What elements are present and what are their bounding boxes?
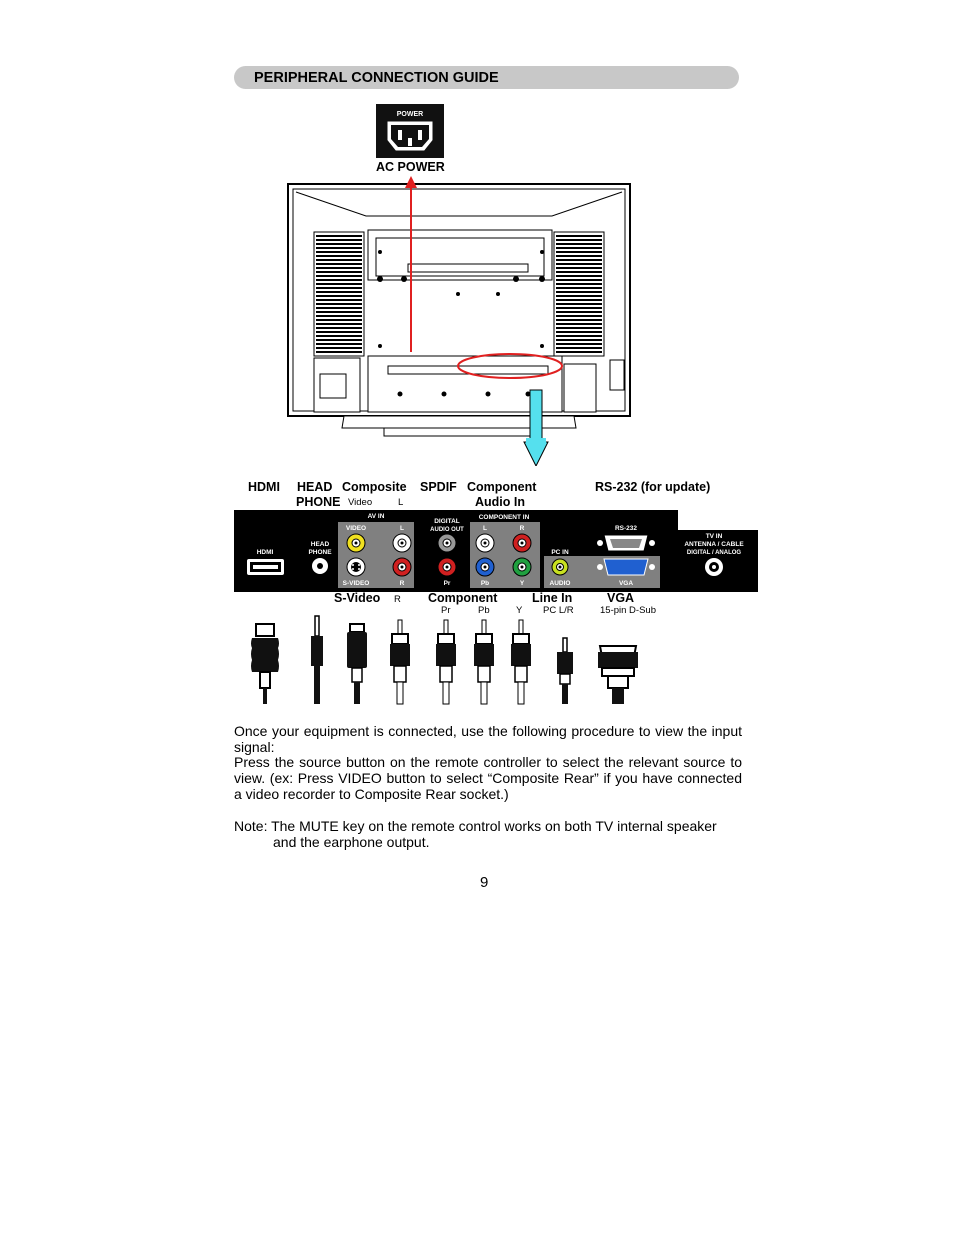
label-pc-lr: PC L/R: [543, 605, 574, 616]
line-in-plug-icon: [557, 638, 573, 704]
panel-audio-out-label: AUDIO OUT: [430, 527, 464, 533]
rca-plug-pr-icon: [436, 620, 456, 704]
panel-digital-analog-label: DIGITAL / ANALOG: [686, 550, 742, 556]
component-pr-jack-icon: [438, 558, 456, 576]
note-line-2: and the earphone output.: [273, 834, 430, 850]
panel-y-label: Y: [519, 580, 525, 587]
instruction-paragraph-1: Once your equipment is connected, use the following procedure to view the input signal:: [234, 723, 742, 755]
panel-pr-label: Pr: [443, 580, 451, 587]
panel-component-r-label: R: [519, 525, 525, 532]
tv-rear-diagram: [284, 176, 636, 466]
panel-r-label: R: [399, 580, 405, 587]
panel-antenna-label: ANTENNA / CABLE: [684, 541, 744, 548]
label-bottom-pr: Pr: [441, 605, 451, 616]
label-bottom-r: R: [394, 594, 401, 605]
label-s-video: S-Video: [334, 591, 381, 605]
s-video-plug-icon: [347, 624, 367, 704]
panel-video-label: VIDEO: [345, 525, 367, 532]
instruction-paragraph-2: Press the source button on the remote controller to select the relevant source to view. (ex: Press VIDEO button to select “Composite Rear” if you have connected a video recorder to Composite Rear socket.): [234, 754, 742, 802]
panel-av-in-label: AV IN: [367, 513, 385, 520]
panel-component-l-label: L: [483, 525, 487, 532]
hdmi-port-icon: [247, 559, 284, 575]
label-line-in: Line In: [532, 591, 573, 605]
cable-illustrations: [246, 614, 646, 710]
component-audio-l-jack-icon: [476, 534, 494, 552]
label-head: HEAD: [297, 480, 333, 494]
label-bottom-y: Y: [516, 605, 523, 616]
panel-tv-in-label: TV IN: [705, 533, 723, 540]
connector-panel: [234, 510, 758, 592]
rca-plug-pb-icon: [474, 620, 494, 704]
label-bottom-pb: Pb: [478, 605, 490, 616]
ac-power-socket-icon: [376, 104, 444, 158]
pc-audio-jack-icon: [552, 559, 568, 575]
panel-l-label: L: [400, 525, 404, 532]
component-y-jack-icon: [513, 558, 531, 576]
headphone-jack-icon: [312, 558, 328, 574]
panel-audio-label: AUDIO: [549, 580, 571, 587]
label-bottom-component: Component: [428, 591, 498, 605]
ac-power-caption: AC POWER: [376, 160, 445, 174]
panel-vga-label: VGA: [618, 580, 634, 587]
label-phone: PHONE: [296, 495, 341, 509]
panel-digital-label: DIGITAL: [434, 518, 460, 525]
hdmi-cable-icon: [251, 624, 279, 704]
composite-video-jack-icon: [347, 534, 365, 552]
section-title: PERIPHERAL CONNECTION GUIDE: [254, 70, 499, 86]
panel-s-video-label: S-VIDEO: [342, 580, 370, 587]
page-number: 9: [480, 874, 489, 891]
label-rs232: RS-232 (for update): [595, 480, 711, 494]
panel-hdmi-label: HDMI: [256, 549, 274, 556]
label-bottom-vga: VGA: [607, 591, 635, 605]
component-audio-r-jack-icon: [513, 534, 531, 552]
power-arrow-head-icon: [405, 176, 417, 188]
note-line-1: Note: The MUTE key on the remote control works on both TV internal speaker: [234, 818, 717, 834]
component-pb-jack-icon: [476, 558, 494, 576]
spdif-coax-jack-icon: [438, 534, 456, 552]
label-component: Component: [467, 480, 537, 494]
label-composite-l: L: [398, 497, 404, 508]
label-spdif: SPDIF: [420, 480, 457, 494]
headphone-plug-icon: [311, 616, 323, 704]
vga-plug-icon: [598, 646, 638, 704]
panel-pb-label: Pb: [480, 580, 490, 587]
panel-pc-in-label: PC IN: [551, 549, 569, 556]
composite-audio-r-jack-icon: [393, 558, 411, 576]
rca-plug-y-icon: [511, 620, 531, 704]
panel-head-label: HEAD: [310, 541, 330, 548]
s-video-port-icon: [347, 558, 365, 576]
panel-rs232-label: RS-232: [614, 525, 638, 532]
label-dsub: 15-pin D-Sub: [600, 605, 656, 616]
label-audio-in: Audio In: [475, 495, 525, 509]
label-composite-video: Video: [348, 497, 373, 508]
label-composite: Composite: [342, 480, 407, 494]
label-hdmi: HDMI: [248, 480, 280, 494]
power-badge-text: POWER: [396, 111, 424, 118]
panel-component-in-label: COMPONENT IN: [478, 514, 530, 521]
rca-plug-r-icon: [390, 620, 410, 704]
antenna-coax-port-icon: [705, 558, 723, 576]
panel-phone-label: PHONE: [308, 549, 332, 556]
composite-audio-l-jack-icon: [393, 534, 411, 552]
